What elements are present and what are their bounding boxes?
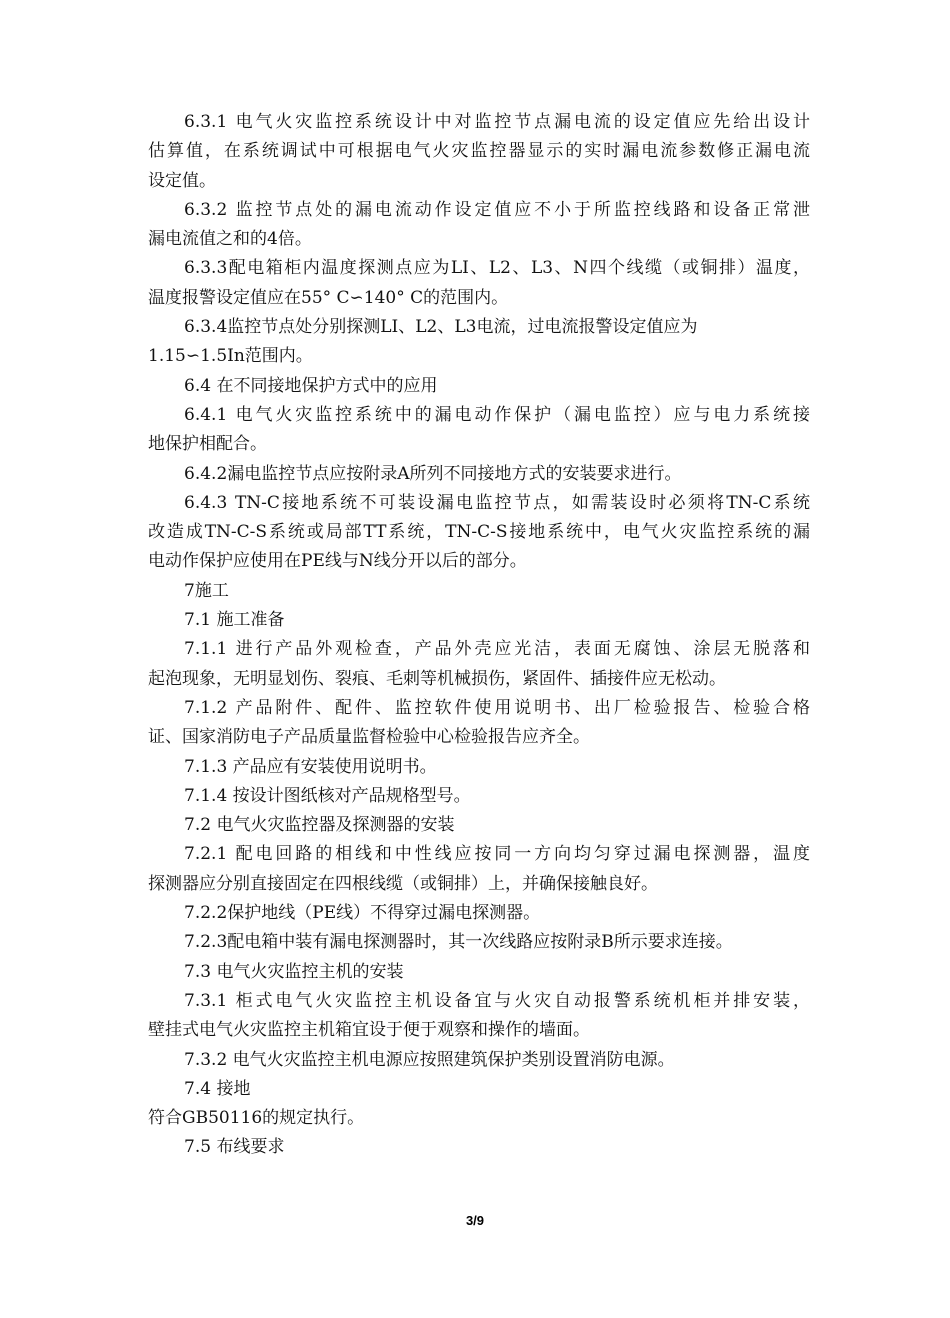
text-line: 符合GB50116的规定执行。 bbox=[148, 1108, 365, 1129]
text-line: 改造成TN-C-S系统或局部TT系统，TN-C-S接地系统中，电气火灾监控系统的漏 bbox=[148, 522, 810, 543]
text-line: 7.2.1 配电回路的相线和中性线应按同一方向均匀穿过漏电探测器，温度 bbox=[184, 844, 810, 865]
text-line: 7.1.1 进行产品外观检查，产品外壳应光洁，表面无腐蚀、涂层无脱落和 bbox=[184, 639, 810, 660]
text-line: 探测器应分别直接固定在四根线缆（或铜排）上，并确保接触良好。 bbox=[148, 873, 658, 894]
text-line: 7.1.3 产品应有安装使用说明书。 bbox=[184, 756, 437, 777]
text-line: 7.1.4 按设计图纸核对产品规格型号。 bbox=[184, 785, 471, 806]
text-line: 7.2.2保护地线（PE线）不得穿过漏电探测器。 bbox=[184, 903, 541, 924]
text-line: 壁挂式电气火灾监控主机箱宜设于便于观察和操作的墙面。 bbox=[148, 1020, 590, 1041]
text-line: 7.1 施工准备 bbox=[184, 610, 285, 631]
text-line: 7.3.2 电气火灾监控主机电源应按照建筑保护类别设置消防电源。 bbox=[184, 1049, 675, 1070]
text-line: 7.5 布线要求 bbox=[184, 1137, 285, 1158]
text-line: 6.4.3 TN-C接地系统不可装设漏电监控节点，如需装设时必须将TN-C系统 bbox=[184, 492, 810, 513]
text-line: 6.4.1 电气火灾监控系统中的漏电动作保护（漏电监控）应与电力系统接 bbox=[184, 404, 810, 425]
text-line: 1.15∽1.5In范围内。 bbox=[148, 346, 313, 367]
text-line: 证、国家消防电子产品质量监督检验中心检验报告应齐全。 bbox=[148, 727, 590, 748]
text-line: 6.3.4监控节点处分别探测LI、L2、L3电流，过电流报警设定值应为 bbox=[184, 317, 698, 338]
text-line: 6.4 在不同接地保护方式中的应用 bbox=[184, 375, 438, 396]
document-body bbox=[148, 108, 810, 1163]
text-line: 6.3.3配电箱柜内温度探测点应为LI、L2、L3、N四个线缆（或铜排）温度， bbox=[184, 258, 810, 279]
text-line: 设定值。 bbox=[148, 170, 216, 191]
text-line: 地保护相配合。 bbox=[148, 434, 267, 455]
text-line: 7.2.3配电箱中装有漏电探测器时，其一次线路应按附录B所示要求连接。 bbox=[184, 932, 733, 953]
text-line: 6.3.1 电气火灾监控系统设计中对监控节点漏电流的设定值应先给出设计 bbox=[184, 112, 810, 132]
text-line: 7.2 电气火灾监控器及探测器的安装 bbox=[184, 815, 455, 836]
text-line: 起泡现象，无明显划伤、裂痕、毛刺等机械损伤，紧固件、插接件应无松动。 bbox=[148, 668, 726, 689]
text-line: 6.4.2漏电监控节点应按附录A所列不同接地方式的安装要求进行。 bbox=[184, 463, 682, 484]
page-number: 3/9 bbox=[465, 1213, 485, 1228]
text-line: 电动作保护应使用在PE线与N线分开以后的部分。 bbox=[148, 551, 527, 572]
text-line: 7.3 电气火灾监控主机的安装 bbox=[184, 961, 404, 982]
text-line: 漏电流值之和的4倍。 bbox=[148, 229, 312, 250]
text-line: 温度报警设定值应在55° C∽140° C的范围内。 bbox=[148, 287, 509, 308]
text-line: 估算值，在系统调试中可根据电气火灾监控器显示的实时漏电流参数修正漏电流 bbox=[148, 141, 810, 162]
text-line: 6.3.2 监控节点处的漏电流动作设定值应不小于所监控线路和设备正常泄 bbox=[184, 199, 810, 220]
text-line: 7.4 接地 bbox=[184, 1078, 251, 1099]
text-line: 7.1.2 产品附件、配件、监控软件使用说明书、出厂检验报告、检验合格 bbox=[184, 697, 810, 718]
text-line: 7.3.1 柜式电气火灾监控主机设备宜与火灾自动报警系统机柜并排安装， bbox=[184, 990, 810, 1011]
text-line: 7施工 bbox=[184, 580, 229, 601]
